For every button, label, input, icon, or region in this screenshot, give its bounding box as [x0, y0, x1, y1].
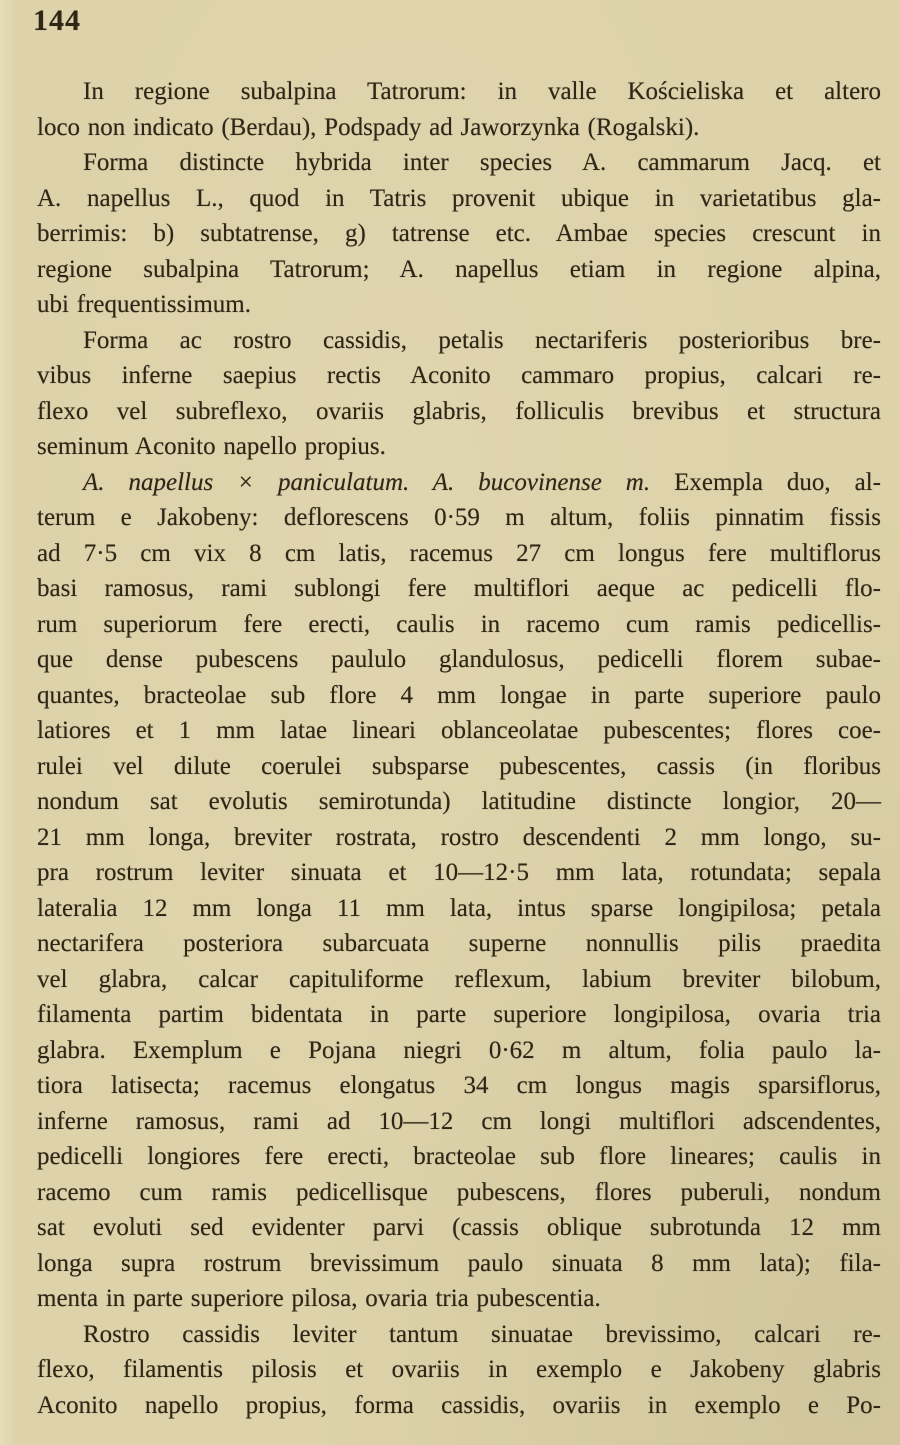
text-line: nectarifera posteriora subarcuata superne nonnullis pilis praedita: [37, 930, 881, 957]
text-line: ubi frequentissimum.: [37, 291, 251, 318]
text-line: quantes, bracteolae sub flore 4 mm longae in parte superiore paulo: [37, 681, 881, 709]
text-line: regione subalpina Tatrorum; A. napellus etiam in regione alpina,: [37, 255, 881, 283]
text-line: terum e Jakobeny: deflorescens 0·59 m altum, foliis pinnatim fissis: [37, 504, 881, 531]
text-line: A. napellus L., quod in Tatris provenit ubique in varietatibus gla-: [37, 184, 881, 212]
text-line: vibus inferne saepius rectis Aconito cammaro propius, calcari re-: [37, 362, 881, 389]
paragraph: [37, 74, 881, 145]
species-name-italic: A. napellus × paniculatum. A. bucovinense m.: [83, 468, 651, 496]
text-line: Aconito napello propius, forma cassidis, ovariis in exemplo e Po-: [37, 1391, 881, 1419]
text-line: lateralia 12 mm longa 11 mm lata, intus sparse longipilosa; petala: [37, 894, 881, 922]
text-line: 21 mm longa, breviter rostrata, rostro descendenti 2 mm longo, su-: [37, 823, 881, 851]
text-line: menta in parte superiore pilosa, ovaria tria pubescentia.: [37, 1285, 601, 1312]
text-line: Forma distincte hybrida inter species A. cammarum Jacq. et: [83, 149, 881, 176]
paragraph: [37, 465, 881, 1317]
text-line: ad 7·5 cm vix 8 cm latis, racemus 27 cm longus fere multiflorus: [37, 539, 881, 567]
text-line: inferne ramosus, rami ad 10—12 cm longi multiflori adscendentes,: [37, 1107, 881, 1135]
text-line: nondum sat evolutis semirotunda) latitudine distincte longior, 20—: [37, 788, 881, 815]
text-line: seminum Aconito napello propius.: [37, 433, 386, 460]
text-segment: Exempla duo, al-: [650, 468, 881, 496]
paragraph: [37, 1317, 881, 1424]
text-line: sat evoluti sed evidenter parvi (cassis oblique subrotunda 12 mm: [37, 1214, 881, 1241]
text-line: berrimis: b) subtatrense, g) tatrense etc. Ambae species crescunt in: [37, 220, 881, 247]
text-line: latiores et 1 mm latae lineari oblanceolatae pubescentes; flores coe-: [37, 717, 881, 744]
text-line: tiora latisecta; racemus elongatus 34 cm longus magis sparsiflorus,: [37, 1072, 881, 1099]
paragraph: [37, 323, 881, 465]
text-line: racemo cum ramis pedicellisque pubescens, flores puberuli, nondum: [37, 1178, 881, 1206]
text-line: glabra. Exemplum e Pojana niegri 0·62 m altum, folia paulo la-: [37, 1036, 881, 1064]
text-block: [37, 74, 881, 1423]
text-line: rum superiorum fere erecti, caulis in racemo cum ramis pedicellis-: [37, 610, 881, 638]
text-line: pra rostrum leviter sinuata et 10—12·5 mm lata, rotundata; sepala: [37, 859, 881, 886]
text-line: Forma ac rostro cassidis, petalis nectariferis posterioribus bre-: [83, 326, 881, 354]
text-line: flexo, filamentis pilosis et ovariis in exemplo e Jakobeny glabris: [37, 1356, 881, 1383]
text-line: filamenta partim bidentata in parte superiore longipilosa, ovaria tria: [37, 1001, 881, 1028]
paragraph: [37, 145, 881, 323]
text-line: que dense pubescens paululo glandulosus, pedicelli florem subae-: [37, 646, 881, 673]
text-line: In regione subalpina Tatrorum: in valle Kościeliska et altero: [83, 78, 881, 105]
text-line: flexo vel subreflexo, ovariis glabris, folliculis brevibus et structura: [37, 397, 881, 425]
text-line: Rostro cassidis leviter tantum sinuatae brevissimo, calcari re-: [83, 1320, 881, 1348]
text-line: basi ramosus, rami sublongi fere multiflori aeque ac pedicelli flo-: [37, 575, 881, 602]
text-line: rulei vel dilute coerulei subsparse pubescentes, cassis (in floribus: [37, 752, 881, 780]
text-line: vel glabra, calcar capituliforme reflexum, labium breviter bilobum,: [37, 965, 881, 993]
text-line: pedicelli longiores fere erecti, bracteolae sub flore lineares; caulis in: [37, 1143, 881, 1170]
text-line: loco non indicato (Berdau), Podspady ad Jaworzynka (Rogalski).: [37, 113, 700, 141]
page-number: 144: [33, 4, 81, 37]
text-line: longa supra rostrum brevissimum paulo sinuata 8 mm lata); fila-: [37, 1249, 881, 1277]
text-line: [37, 465, 881, 501]
